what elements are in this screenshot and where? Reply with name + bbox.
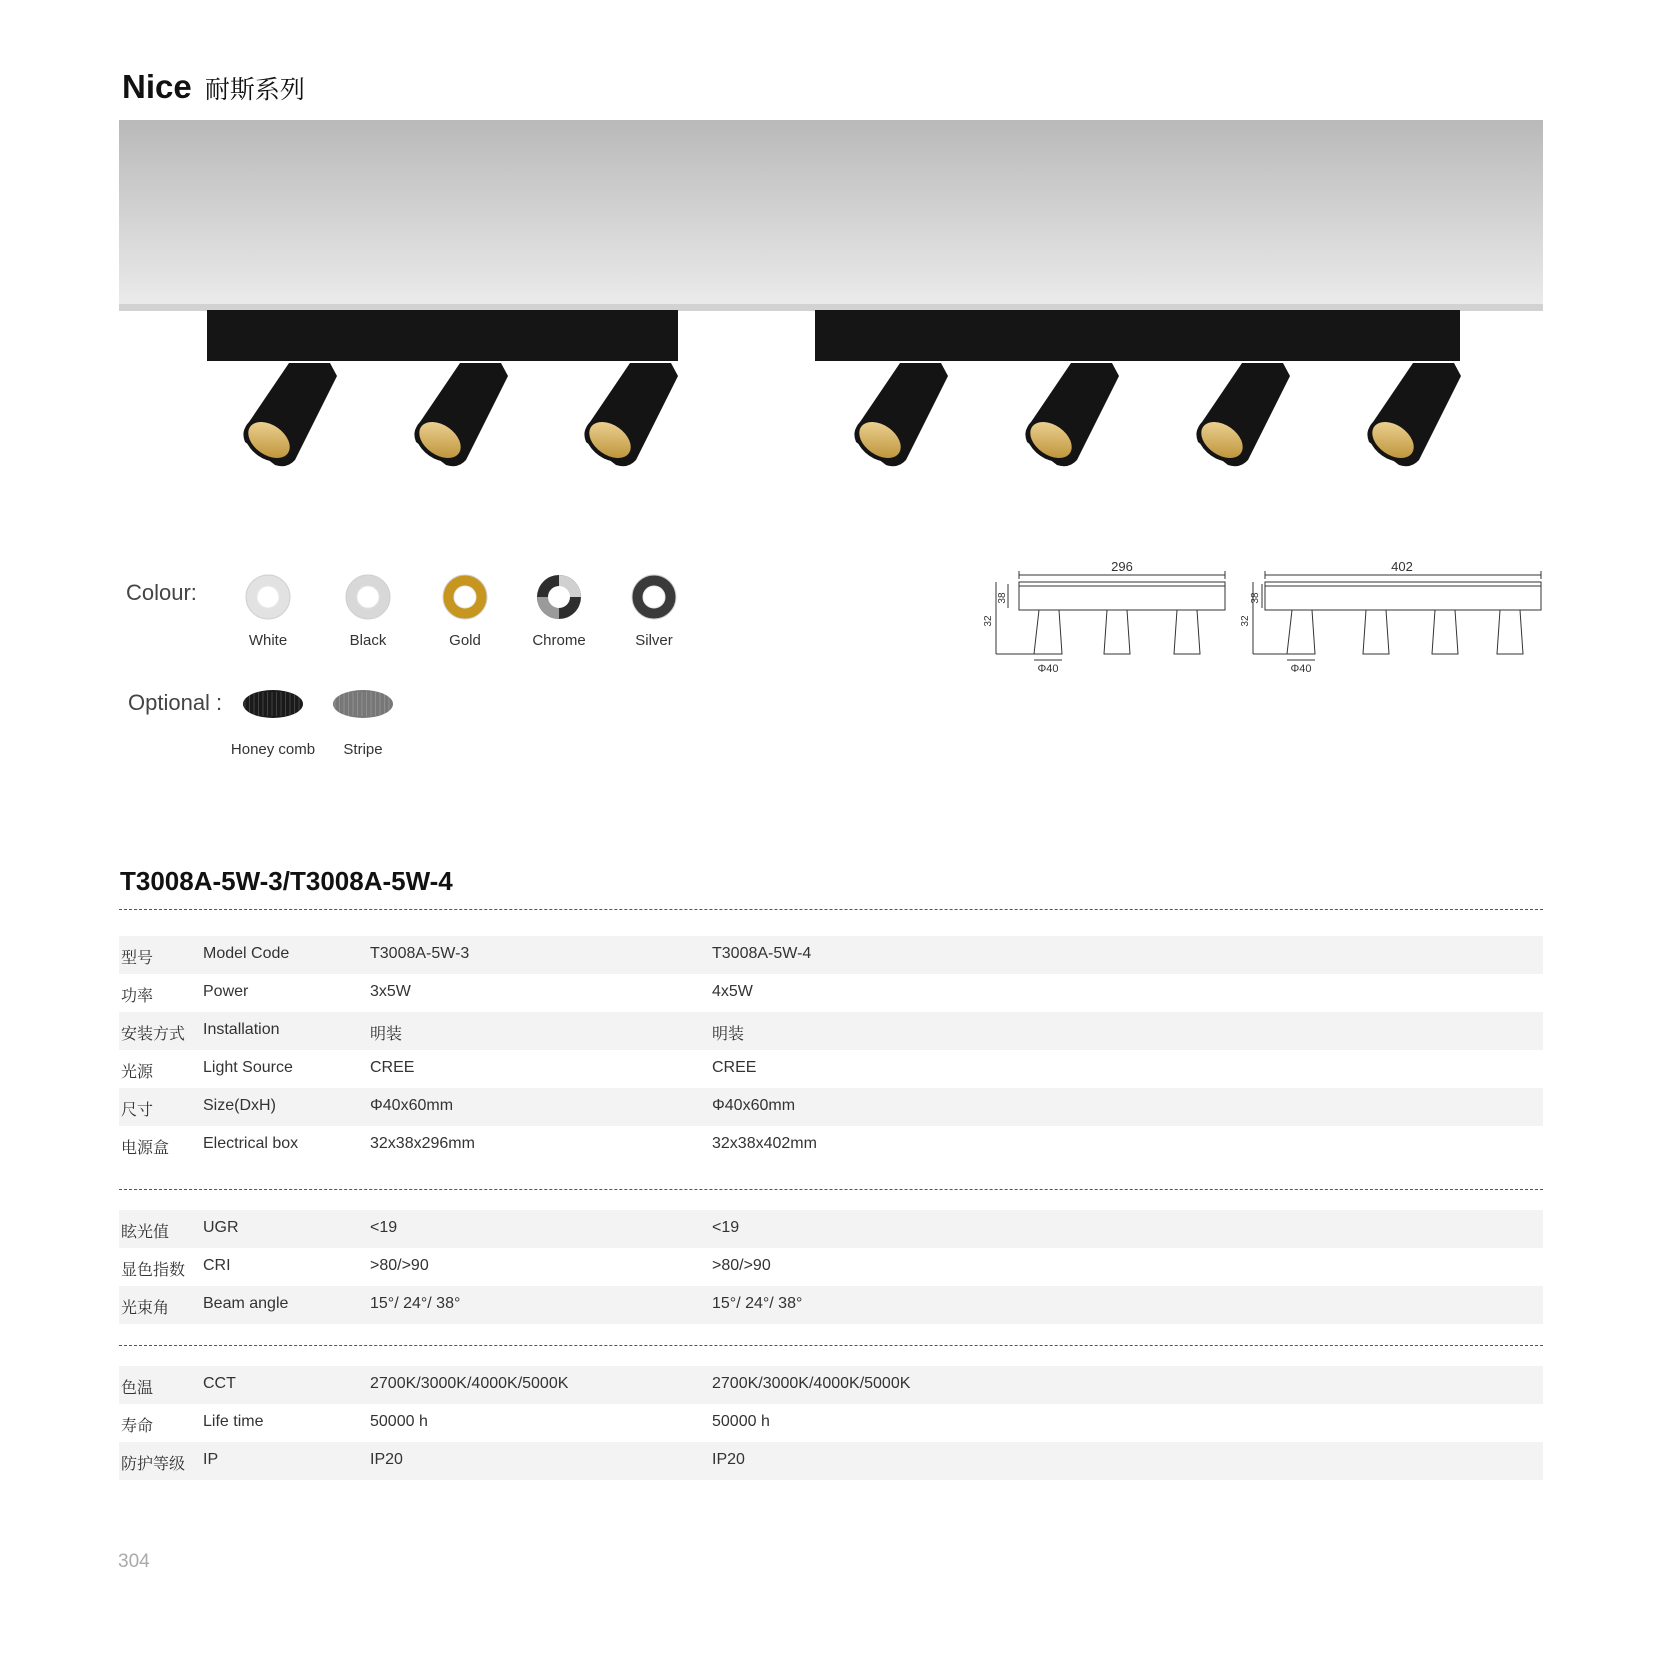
spec-row xyxy=(119,936,1543,974)
spec-label-en: Installation xyxy=(203,1021,280,1038)
spec-value-model-2: 50000 h xyxy=(712,1413,770,1430)
dimension-drawing-left xyxy=(996,571,1225,660)
spotlight-head xyxy=(407,363,508,471)
spotlight-head xyxy=(1018,363,1119,471)
colour-swatch-silver xyxy=(630,573,678,621)
optional-accessory-label: Honey comb xyxy=(230,741,316,758)
spec-value-model-1: 32x38x296mm xyxy=(370,1135,475,1152)
spec-label-en: Size(DxH) xyxy=(203,1097,276,1114)
spec-value-model-2: IP20 xyxy=(712,1451,745,1468)
spec-value-model-2: T3008A-5W-4 xyxy=(712,945,812,962)
spec-label-en: Life time xyxy=(203,1413,264,1430)
dimension-drawing-right xyxy=(1253,571,1541,660)
spotlight-head xyxy=(577,363,678,471)
spec-label-zh: 型号 xyxy=(121,948,154,967)
spec-value-model-2: 2700K/3000K/4000K/5000K xyxy=(712,1375,911,1392)
spotlight-head xyxy=(236,363,337,471)
spec-table-optics xyxy=(119,1210,1543,1324)
spec-value-model-2: 15°/ 24°/ 38° xyxy=(712,1295,803,1312)
dimension-depth-left: 38 xyxy=(997,592,1008,604)
spec-label-en: Electrical box xyxy=(203,1135,299,1152)
spec-value-model-2: 4x5W xyxy=(712,983,753,1000)
divider xyxy=(119,1345,1543,1346)
spec-label-en: Power xyxy=(203,983,249,1000)
spec-label-zh: 色温 xyxy=(121,1378,154,1397)
track-box-left xyxy=(207,310,678,361)
spec-value-model-1: >80/>90 xyxy=(370,1257,429,1274)
spec-row xyxy=(119,1404,1543,1442)
divider xyxy=(119,1189,1543,1190)
spec-row xyxy=(119,1210,1543,1248)
dimension-drawings xyxy=(983,559,1545,682)
series-title xyxy=(122,68,305,112)
spec-label-en: Beam angle xyxy=(203,1295,289,1312)
spec-label-en: Light Source xyxy=(203,1059,293,1076)
spec-row xyxy=(119,1248,1543,1286)
spec-label-zh: 显色指数 xyxy=(121,1260,186,1279)
spotlight-head xyxy=(847,363,948,471)
spec-row xyxy=(119,974,1543,1012)
spec-value-model-2: >80/>90 xyxy=(712,1257,771,1274)
spec-label-zh: 安装方式 xyxy=(121,1024,186,1043)
spec-label-zh: 电源盒 xyxy=(121,1138,170,1157)
colour-swatch-label: Black xyxy=(349,632,387,649)
divider xyxy=(119,909,1543,910)
spec-value-model-1: 2700K/3000K/4000K/5000K xyxy=(370,1375,569,1392)
colour-swatch-black xyxy=(344,573,392,621)
spec-label-en: UGR xyxy=(203,1219,239,1236)
spec-label-zh: 寿命 xyxy=(121,1416,154,1435)
dimension-length-right: 402 xyxy=(1391,559,1413,574)
colour-swatch-label: Silver xyxy=(635,632,673,649)
spec-value-model-1: <19 xyxy=(370,1219,398,1236)
colour-label: Colour: xyxy=(126,580,197,605)
spec-label-zh: 尺寸 xyxy=(121,1100,154,1119)
spec-label-zh: 光束角 xyxy=(121,1298,170,1317)
optional-label: Optional : xyxy=(128,690,223,715)
honeycomb-accessory-icon xyxy=(241,688,305,720)
spec-value-model-2: <19 xyxy=(712,1219,740,1236)
colour-swatch-chrome xyxy=(535,573,583,621)
spec-row xyxy=(119,1126,1543,1164)
spec-value-model-1: 50000 h xyxy=(370,1413,428,1430)
stripe-accessory-icon xyxy=(331,688,395,720)
spec-value-model-1: 明装 xyxy=(370,1026,403,1043)
spec-value-model-1: 15°/ 24°/ 38° xyxy=(370,1295,461,1312)
colour-swatch-gold xyxy=(441,573,489,621)
spec-row xyxy=(119,1012,1543,1050)
spec-value-model-1: CREE xyxy=(370,1059,415,1076)
dimension-height-right: 32 xyxy=(1240,615,1251,627)
spec-label-en: CCT xyxy=(203,1375,236,1392)
spotlight-head xyxy=(1189,363,1290,471)
colour-swatch-white xyxy=(244,573,292,621)
spec-row xyxy=(119,1366,1543,1404)
spec-value-model-2: Φ40x60mm xyxy=(712,1097,796,1114)
colour-swatch-label: Chrome xyxy=(532,632,586,649)
dimension-diameter-left: Φ40 xyxy=(1037,663,1059,675)
model-title: T3008A-5W-3/T3008A-5W-4 xyxy=(120,866,453,896)
ceiling-panel xyxy=(119,120,1543,310)
spotlight-head xyxy=(1360,363,1461,471)
spec-value-model-2: CREE xyxy=(712,1059,757,1076)
page-number: 304 xyxy=(118,1551,150,1572)
spec-label-zh: 防护等级 xyxy=(121,1454,186,1473)
product-hero-image xyxy=(119,120,1543,520)
spec-value-model-2: 32x38x402mm xyxy=(712,1135,817,1152)
spec-label-zh: 眩光值 xyxy=(121,1222,170,1241)
series-name-zh: 耐斯系列 xyxy=(204,75,305,104)
spec-value-model-1: IP20 xyxy=(370,1451,403,1468)
spec-label-en: Model Code xyxy=(203,945,290,962)
dimension-height-left: 32 xyxy=(983,615,994,627)
dimension-diameter-right: Φ40 xyxy=(1290,663,1312,675)
spec-label-en: CRI xyxy=(203,1257,231,1274)
spec-value-model-1: 3x5W xyxy=(370,983,411,1000)
spec-value-model-1: T3008A-5W-3 xyxy=(370,945,470,962)
spec-value-model-2: 明装 xyxy=(712,1026,745,1043)
colour-swatch-label: Gold xyxy=(449,632,481,649)
spec-table-general xyxy=(119,936,1543,1164)
spec-label-zh: 光源 xyxy=(121,1062,154,1081)
colour-swatch-label: White xyxy=(248,632,288,649)
optional-accessory-label: Stripe xyxy=(343,741,383,758)
dimension-depth-right: 38 xyxy=(1250,592,1261,604)
series-name-en: Nice xyxy=(122,68,192,105)
spec-row xyxy=(119,1088,1543,1126)
spec-table-lifetime xyxy=(119,1366,1543,1480)
spec-label-zh: 功率 xyxy=(121,986,154,1005)
spec-value-model-1: Φ40x60mm xyxy=(370,1097,454,1114)
spec-row xyxy=(119,1050,1543,1088)
track-box-right xyxy=(815,310,1460,361)
dimension-length-left: 296 xyxy=(1111,559,1133,574)
spec-label-en: IP xyxy=(203,1451,219,1468)
spec-row xyxy=(119,1286,1543,1324)
spec-row xyxy=(119,1442,1543,1480)
